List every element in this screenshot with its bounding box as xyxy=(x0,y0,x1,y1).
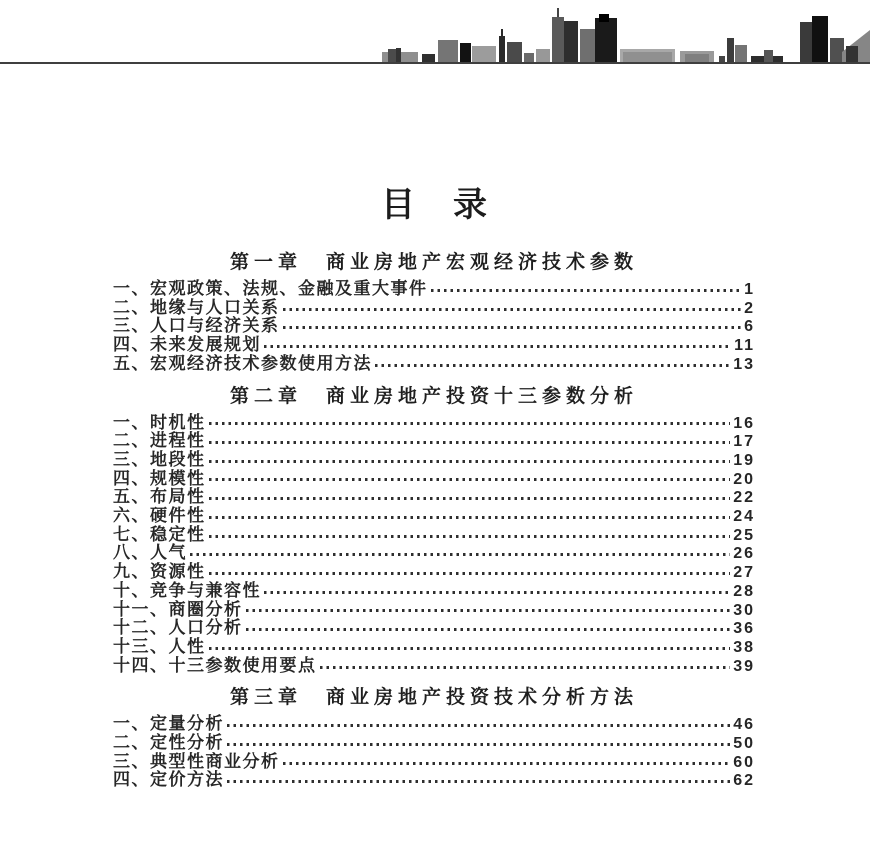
toc-entry xyxy=(113,336,755,355)
toc-chapter xyxy=(113,687,755,790)
dot-leader xyxy=(283,326,742,329)
entry-label: 三、人口与经济关系 xyxy=(113,316,280,336)
dot-leader xyxy=(283,762,731,765)
chapter-heading: 第一章 商业房地产宏观经济技术参数 xyxy=(229,252,638,273)
dot-leader xyxy=(209,572,731,575)
toc-entry xyxy=(113,657,755,676)
entry-page-number: 27 xyxy=(733,564,755,582)
entry-page-number: 25 xyxy=(733,526,755,544)
chapter-heading: 第三章 商业房地产投资技术分析方法 xyxy=(229,687,638,709)
entry-page-number: 26 xyxy=(733,545,755,563)
dot-leader xyxy=(209,441,731,444)
dot-leader xyxy=(320,666,731,669)
toc-entry xyxy=(113,507,755,526)
entry-label: 一、宏观政策、法规、金融及重大事件 xyxy=(113,279,428,298)
toc-chapter xyxy=(113,252,755,374)
toc-entry xyxy=(113,451,755,470)
entry-label: 八、人气 xyxy=(113,543,187,563)
entry-label: 三、地段性 xyxy=(113,449,206,469)
toc-entry xyxy=(113,526,755,545)
entry-page-number: 11 xyxy=(734,337,755,355)
dot-leader xyxy=(431,289,742,292)
entry-page-number: 36 xyxy=(733,620,755,638)
entry-label: 九、资源性 xyxy=(113,562,206,582)
entry-page-number: 17 xyxy=(733,433,755,451)
entry-page-number: 22 xyxy=(733,489,755,507)
entry-page-number: 19 xyxy=(733,451,755,469)
dot-leader xyxy=(246,628,731,631)
entry-label: 五、布局性 xyxy=(113,487,206,507)
dot-leader xyxy=(375,364,730,367)
entry-label: 二、进程性 xyxy=(113,431,206,451)
toc-entry xyxy=(113,601,755,620)
entry-page-number: 39 xyxy=(733,657,755,675)
entry-page-number: 16 xyxy=(733,414,755,432)
dot-leader xyxy=(209,516,731,519)
entry-label: 十、竞争与兼容性 xyxy=(113,580,261,600)
dot-leader xyxy=(209,460,731,463)
toc-entry xyxy=(113,638,755,657)
entry-page-number: 24 xyxy=(733,508,755,526)
toc-entry xyxy=(113,414,755,433)
dot-leader xyxy=(227,780,730,783)
entry-page-number: 13 xyxy=(733,355,755,373)
chapter-entries xyxy=(113,280,755,374)
toc-entry xyxy=(113,299,755,318)
entry-page-number: 28 xyxy=(733,582,755,600)
page-title: 目 录 xyxy=(381,186,489,224)
entry-label: 二、定性分析 xyxy=(113,733,224,753)
chapter-heading: 第二章 商业房地产投资十三参数分析 xyxy=(229,385,638,407)
entry-label: 六、硬件性 xyxy=(113,506,206,526)
toc-entry xyxy=(113,771,755,790)
toc-content xyxy=(113,240,755,790)
entry-label: 三、典型性商业分析 xyxy=(113,751,280,771)
dot-leader xyxy=(209,535,731,538)
entry-page-number: 30 xyxy=(733,601,755,619)
dot-leader xyxy=(209,478,731,481)
chapter-entries xyxy=(113,715,755,790)
entry-label: 四、未来发展规划 xyxy=(113,335,261,355)
entry-label: 七、稳定性 xyxy=(113,524,206,544)
entry-label: 十四、十三参数使用要点 xyxy=(113,655,317,675)
dot-leader xyxy=(283,308,742,311)
entry-page-number: 62 xyxy=(733,772,755,790)
entry-label: 五、宏观经济技术参数使用方法 xyxy=(113,353,372,373)
entry-label: 四、定价方法 xyxy=(113,770,224,790)
entry-label: 一、定量分析 xyxy=(113,714,224,734)
toc-entry xyxy=(113,563,755,582)
toc-entry xyxy=(113,734,755,753)
toc-entry xyxy=(113,280,755,299)
toc-entry xyxy=(113,488,755,507)
entry-page-number: 6 xyxy=(744,318,755,336)
dot-leader xyxy=(227,724,730,727)
entry-label: 四、规模性 xyxy=(113,468,206,488)
dot-leader xyxy=(246,609,731,612)
entry-page-number: 46 xyxy=(733,716,755,734)
dot-leader xyxy=(190,553,730,556)
entry-page-number: 60 xyxy=(733,753,755,771)
city-skyline-icon xyxy=(380,2,870,62)
toc-entry xyxy=(113,355,755,374)
entry-page-number: 20 xyxy=(733,470,755,488)
toc-entry xyxy=(113,619,755,638)
entry-label: 十一、商圈分析 xyxy=(113,599,243,619)
entry-label: 二、地缘与人口关系 xyxy=(113,297,280,317)
entry-label: 一、时机性 xyxy=(113,412,206,432)
toc-entry xyxy=(113,582,755,601)
dot-leader xyxy=(209,497,731,500)
toc-entry xyxy=(113,432,755,451)
dot-leader xyxy=(227,743,730,746)
dot-leader xyxy=(264,345,731,348)
toc-entry xyxy=(113,544,755,563)
entry-page-number: 38 xyxy=(733,638,755,656)
toc-entry xyxy=(113,715,755,734)
dot-leader xyxy=(264,591,730,594)
entry-page-number: 1 xyxy=(744,281,755,298)
toc-chapter xyxy=(113,386,755,676)
toc-entry xyxy=(113,317,755,336)
dot-leader xyxy=(209,422,731,425)
page-header xyxy=(0,0,870,64)
chapter-entries xyxy=(113,414,755,676)
entry-page-number: 50 xyxy=(733,735,755,753)
entry-label: 十二、人口分析 xyxy=(113,618,243,638)
dot-leader xyxy=(209,647,731,650)
entry-label: 十三、人性 xyxy=(113,636,206,656)
toc-entry xyxy=(113,753,755,772)
entry-page-number: 2 xyxy=(744,299,755,317)
toc-entry xyxy=(113,470,755,489)
